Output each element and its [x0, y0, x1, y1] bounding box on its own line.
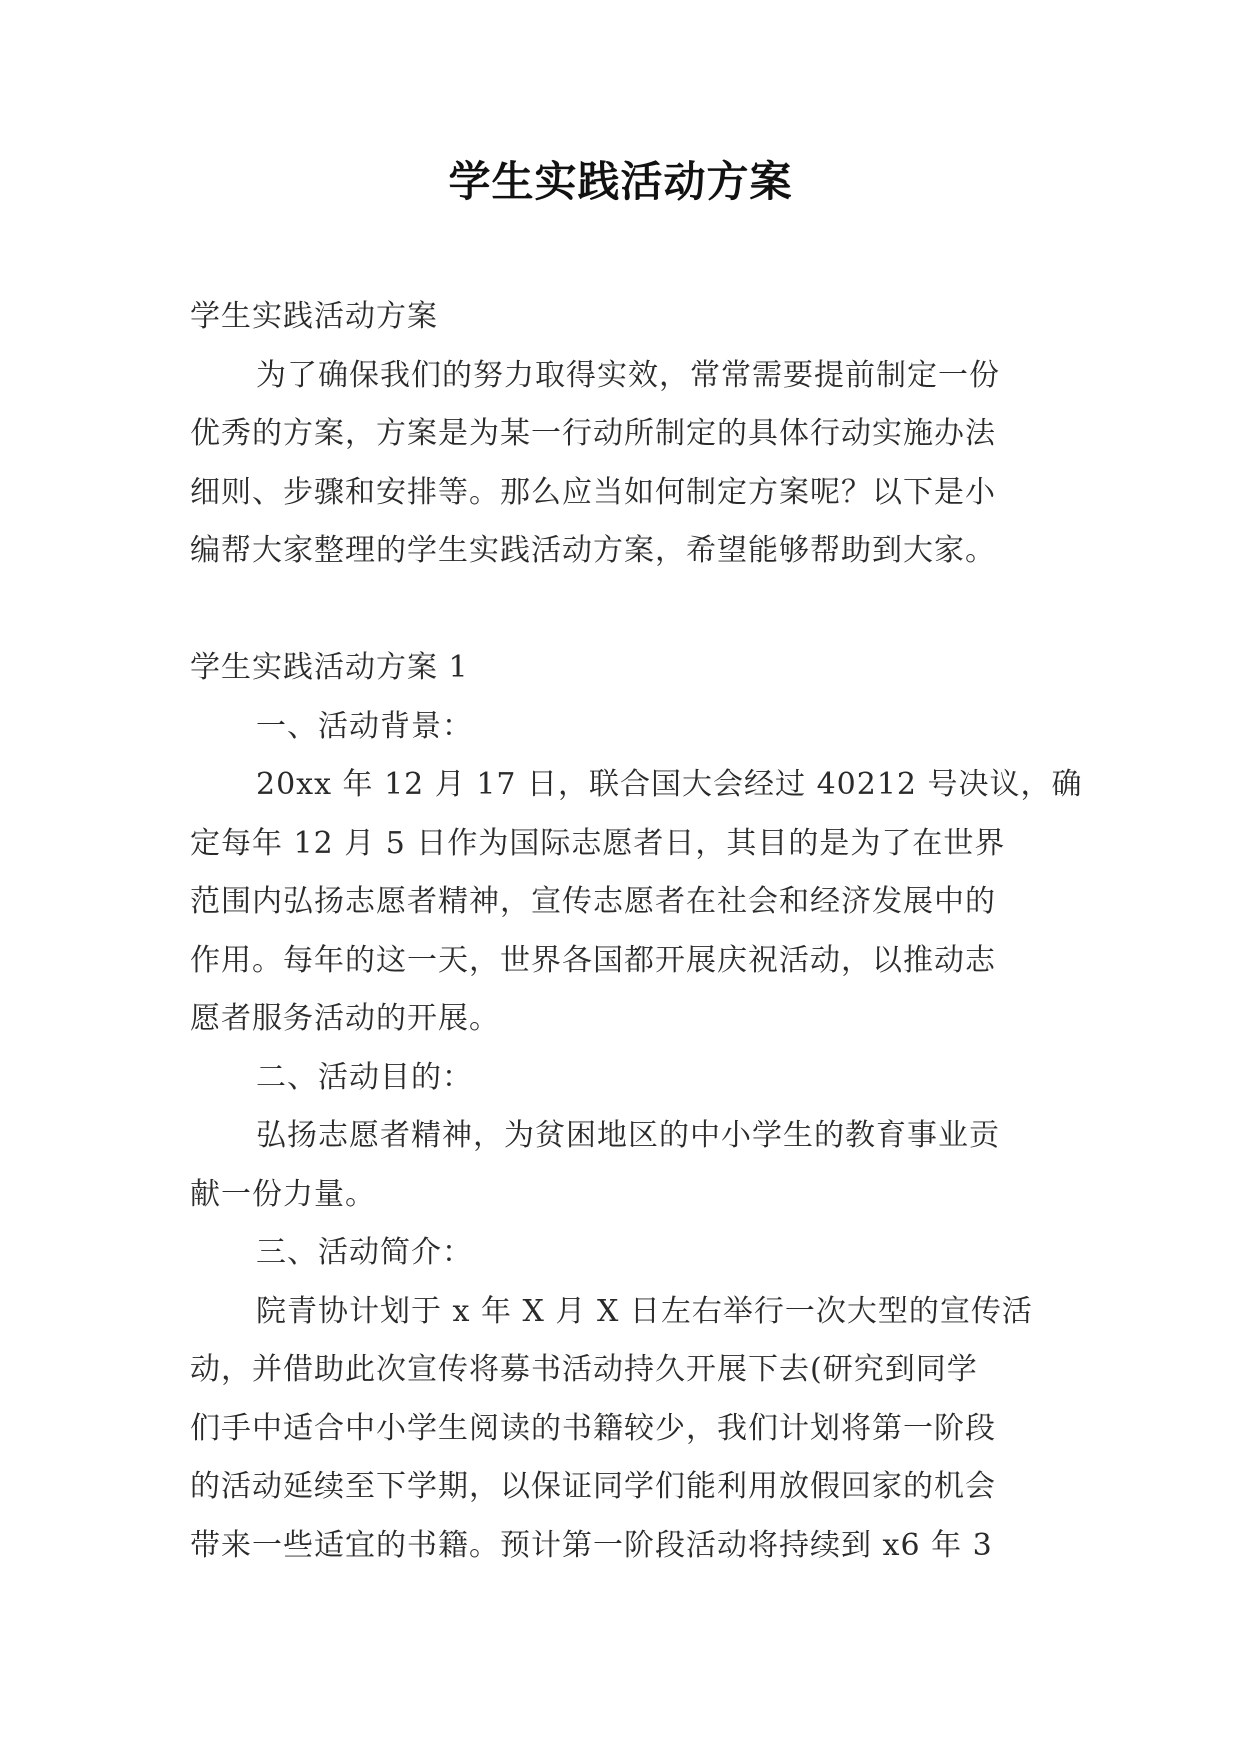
- paragraph-line: 献一份力量。: [190, 1176, 376, 1212]
- document-body: [190, 288, 1083, 1575]
- paragraph-line: 们手中适合中小学生阅读的书籍较少，我们计划将第一阶段: [190, 1410, 996, 1446]
- document-title: 学生实践活动方案: [448, 157, 793, 206]
- paragraph-line: 细则、步骤和安排等。那么应当如何制定方案呢？以下是小: [190, 474, 996, 510]
- paragraph-line: 弘扬志愿者精神，为贫困地区的中小学生的教育事业贡: [256, 1118, 1000, 1153]
- paragraph-line: 动，并借助此次宣传将募书活动持久开展下去(研究到同学: [190, 1352, 978, 1387]
- paragraph-line: 的活动延续至下学期，以保证同学们能利用放假回家的机会: [190, 1469, 996, 1504]
- subheading-background: 一、活动背景：: [256, 708, 473, 744]
- subheading-summary: 三、活动简介：: [256, 1235, 473, 1270]
- paragraph-line: 定每年 12 月 5 日作为国际志愿者日，其目的是为了在世界: [190, 825, 1006, 861]
- paragraph-line: 带来一些适宜的书籍。预计第一阶段活动将持续到 x6 年 3: [190, 1527, 993, 1563]
- paragraph-line: 院青协计划于 x 年 X 月 X 日左右举行一次大型的宣传活: [256, 1293, 1033, 1329]
- paragraph-line: 编帮大家整理的学生实践活动方案，希望能够帮助到大家。: [190, 533, 996, 568]
- subheading-purpose: 二、活动目的：: [256, 1059, 473, 1095]
- paragraph-line: 优秀的方案，方案是为某一行动所制定的具体行动实施办法: [190, 416, 996, 451]
- section-heading-intro: 学生实践活动方案: [190, 299, 438, 334]
- section-heading-plan-1: 学生实践活动方案 1: [190, 650, 469, 685]
- paragraph-line: 为了确保我们的努力取得实效，常常需要提前制定一份: [256, 357, 1000, 393]
- paragraph-line: 作用。每年的这一天，世界各国都开展庆祝活动，以推动志: [190, 942, 996, 978]
- paragraph-line: 范围内弘扬志愿者精神，宣传志愿者在社会和经济发展中的: [190, 884, 996, 919]
- paragraph-line: 20xx 年 12 月 17 日，联合国大会经过 40212 号决议，确: [256, 767, 1083, 802]
- paragraph-line: 愿者服务活动的开展。: [190, 1001, 500, 1036]
- paragraph-spacer: [190, 581, 1060, 640]
